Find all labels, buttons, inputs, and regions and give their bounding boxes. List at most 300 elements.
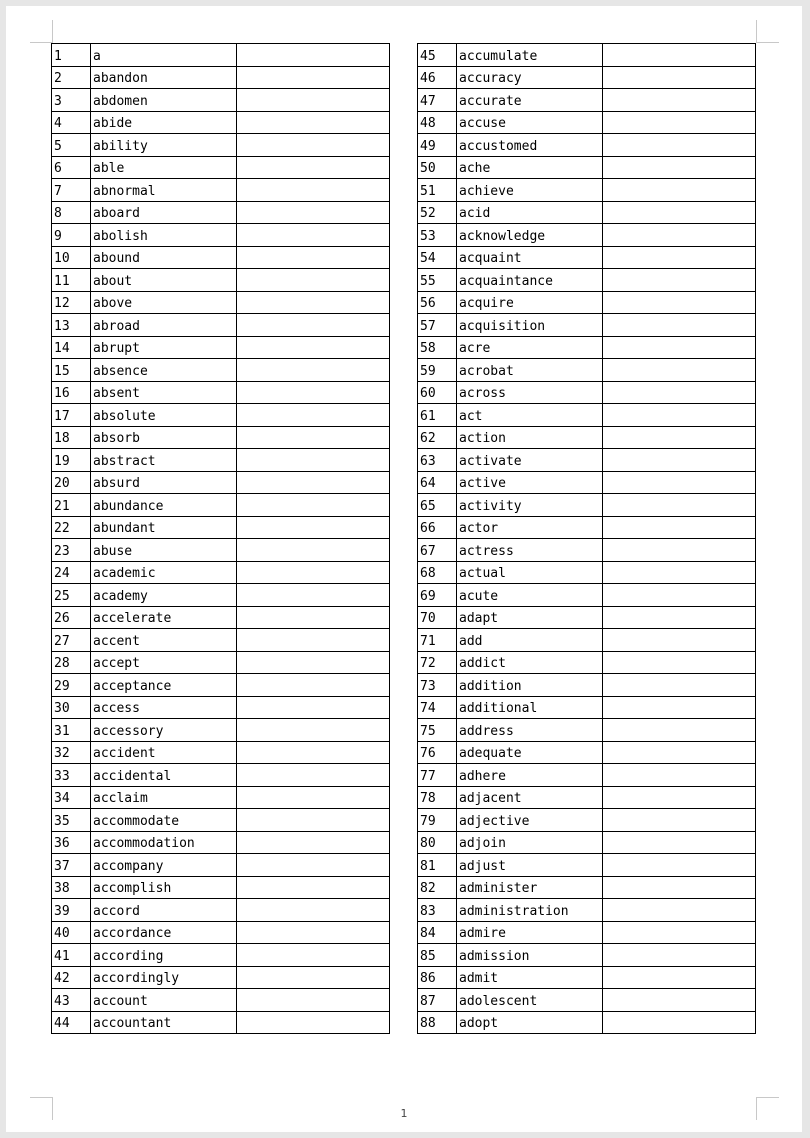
blank-cell: [237, 831, 390, 854]
blank-cell: [237, 719, 390, 742]
blank-cell: [603, 719, 756, 742]
table-row: [52, 719, 390, 742]
vocab-word: above: [91, 291, 237, 314]
row-number: 28: [52, 651, 91, 674]
table-row: [52, 921, 390, 944]
vocab-word: according: [91, 944, 237, 967]
vocab-word: abundant: [91, 516, 237, 539]
row-number: 36: [52, 831, 91, 854]
vocab-word: activity: [457, 494, 603, 517]
table-row: [418, 809, 756, 832]
vocab-word: acclaim: [91, 786, 237, 809]
table-row: [418, 854, 756, 877]
vocab-word: about: [91, 269, 237, 292]
blank-cell: [237, 381, 390, 404]
blank-cell: [603, 921, 756, 944]
crop-mark-top-right: [756, 20, 779, 43]
table-row: [52, 44, 390, 67]
row-number: 75: [418, 719, 457, 742]
vocab-word: absorb: [91, 426, 237, 449]
vocab-word: acceptance: [91, 674, 237, 697]
table-row: [52, 224, 390, 247]
row-number: 15: [52, 359, 91, 382]
blank-cell: [237, 449, 390, 472]
table-row: [52, 359, 390, 382]
blank-cell: [603, 44, 756, 67]
blank-cell: [603, 471, 756, 494]
table-row: [52, 966, 390, 989]
table-row: [52, 314, 390, 337]
vocab-word: actress: [457, 539, 603, 562]
table-row: [418, 404, 756, 427]
row-number: 14: [52, 336, 91, 359]
row-number: 38: [52, 876, 91, 899]
blank-cell: [603, 561, 756, 584]
blank-cell: [237, 201, 390, 224]
table-row: [52, 539, 390, 562]
row-number: 43: [52, 989, 91, 1012]
row-number: 62: [418, 426, 457, 449]
vocab-word: abound: [91, 246, 237, 269]
row-number: 77: [418, 764, 457, 787]
row-number: 79: [418, 809, 457, 832]
row-number: 21: [52, 494, 91, 517]
row-number: 52: [418, 201, 457, 224]
vocab-word: adhere: [457, 764, 603, 787]
table-row: [52, 471, 390, 494]
row-number: 53: [418, 224, 457, 247]
table-row: [52, 651, 390, 674]
vocab-word: administration: [457, 899, 603, 922]
vocab-word: adjacent: [457, 786, 603, 809]
blank-cell: [237, 696, 390, 719]
row-number: 31: [52, 719, 91, 742]
table-row: [418, 179, 756, 202]
document-page: [6, 6, 802, 1132]
table-row: [52, 1011, 390, 1034]
blank-cell: [603, 516, 756, 539]
vocab-word: academic: [91, 561, 237, 584]
blank-cell: [237, 854, 390, 877]
blank-cell: [603, 809, 756, 832]
row-number: 67: [418, 539, 457, 562]
blank-cell: [603, 651, 756, 674]
row-number: 76: [418, 741, 457, 764]
vocab-word: accustomed: [457, 134, 603, 157]
blank-cell: [603, 111, 756, 134]
table-row: [52, 989, 390, 1012]
vocab-word: a: [91, 44, 237, 67]
blank-cell: [237, 944, 390, 967]
blank-cell: [603, 966, 756, 989]
row-number: 60: [418, 381, 457, 404]
blank-cell: [603, 786, 756, 809]
blank-cell: [603, 606, 756, 629]
table-row: [418, 561, 756, 584]
row-number: 45: [418, 44, 457, 67]
blank-cell: [603, 156, 756, 179]
row-number: 35: [52, 809, 91, 832]
row-number: 70: [418, 606, 457, 629]
row-number: 12: [52, 291, 91, 314]
blank-cell: [237, 606, 390, 629]
row-number: 66: [418, 516, 457, 539]
blank-cell: [603, 1011, 756, 1034]
row-number: 80: [418, 831, 457, 854]
table-row: [418, 1011, 756, 1034]
vocab-word: acknowledge: [457, 224, 603, 247]
blank-cell: [603, 404, 756, 427]
vocab-word: active: [457, 471, 603, 494]
blank-cell: [237, 359, 390, 382]
blank-cell: [603, 179, 756, 202]
row-number: 32: [52, 741, 91, 764]
blank-cell: [603, 539, 756, 562]
table-row: [52, 336, 390, 359]
blank-cell: [237, 224, 390, 247]
blank-cell: [237, 516, 390, 539]
row-number: 3: [52, 89, 91, 112]
vocab-word: ache: [457, 156, 603, 179]
row-number: 42: [52, 966, 91, 989]
table-row: [52, 584, 390, 607]
blank-cell: [237, 741, 390, 764]
table-row: [52, 201, 390, 224]
row-number: 83: [418, 899, 457, 922]
row-number: 33: [52, 764, 91, 787]
blank-cell: [237, 246, 390, 269]
table-row: [418, 291, 756, 314]
vocab-word: acute: [457, 584, 603, 607]
vocab-word: accompany: [91, 854, 237, 877]
blank-cell: [237, 921, 390, 944]
table-row: [52, 876, 390, 899]
row-number: 78: [418, 786, 457, 809]
table-row: [418, 494, 756, 517]
row-number: 10: [52, 246, 91, 269]
blank-cell: [237, 989, 390, 1012]
vocab-word: access: [91, 696, 237, 719]
row-number: 74: [418, 696, 457, 719]
row-number: 49: [418, 134, 457, 157]
blank-cell: [237, 1011, 390, 1034]
blank-cell: [603, 831, 756, 854]
blank-cell: [603, 696, 756, 719]
row-number: 87: [418, 989, 457, 1012]
table-row: [418, 651, 756, 674]
vocab-word: abandon: [91, 66, 237, 89]
vocab-word: acid: [457, 201, 603, 224]
table-row: [418, 426, 756, 449]
row-number: 5: [52, 134, 91, 157]
row-number: 84: [418, 921, 457, 944]
table-row: [52, 246, 390, 269]
table-row: [52, 449, 390, 472]
vocab-word: adapt: [457, 606, 603, 629]
row-number: 7: [52, 179, 91, 202]
blank-cell: [603, 449, 756, 472]
vocab-word: admit: [457, 966, 603, 989]
vocab-word: absence: [91, 359, 237, 382]
table-row: [52, 426, 390, 449]
vocab-word: address: [457, 719, 603, 742]
vocab-word: accessory: [91, 719, 237, 742]
blank-cell: [237, 494, 390, 517]
vocab-word: actor: [457, 516, 603, 539]
vocab-word: accordance: [91, 921, 237, 944]
row-number: 72: [418, 651, 457, 674]
table-row: [52, 291, 390, 314]
blank-cell: [603, 944, 756, 967]
table-row: [52, 111, 390, 134]
vocab-word: absent: [91, 381, 237, 404]
vocab-word: abnormal: [91, 179, 237, 202]
table-row: [418, 89, 756, 112]
blank-cell: [237, 651, 390, 674]
blank-cell: [237, 426, 390, 449]
table-row: [52, 179, 390, 202]
row-number: 44: [52, 1011, 91, 1034]
table-row: [418, 584, 756, 607]
vocab-word: adjoin: [457, 831, 603, 854]
blank-cell: [237, 471, 390, 494]
blank-cell: [603, 989, 756, 1012]
vocab-word: achieve: [457, 179, 603, 202]
vocab-word: accomplish: [91, 876, 237, 899]
table-row: [52, 494, 390, 517]
blank-cell: [603, 269, 756, 292]
blank-cell: [237, 291, 390, 314]
blank-cell: [237, 66, 390, 89]
table-row: [418, 134, 756, 157]
row-number: 39: [52, 899, 91, 922]
blank-cell: [603, 764, 756, 787]
vocab-word: acrobat: [457, 359, 603, 382]
vocab-word: absurd: [91, 471, 237, 494]
table-row: [418, 314, 756, 337]
table-row: [418, 246, 756, 269]
table-row: [418, 66, 756, 89]
blank-cell: [237, 314, 390, 337]
vocab-word: acre: [457, 336, 603, 359]
row-number: 25: [52, 584, 91, 607]
blank-cell: [603, 674, 756, 697]
table-row: [418, 989, 756, 1012]
row-number: 23: [52, 539, 91, 562]
vocab-word: administer: [457, 876, 603, 899]
table-row: [52, 134, 390, 157]
blank-cell: [237, 539, 390, 562]
blank-cell: [237, 134, 390, 157]
table-row: [418, 471, 756, 494]
row-number: 85: [418, 944, 457, 967]
vocab-word: accent: [91, 629, 237, 652]
table-row: [418, 764, 756, 787]
vocab-table-left: [51, 43, 390, 1034]
table-row: [418, 539, 756, 562]
row-number: 47: [418, 89, 457, 112]
table-row: [418, 674, 756, 697]
table-row: [52, 89, 390, 112]
blank-cell: [237, 156, 390, 179]
vocab-word: abuse: [91, 539, 237, 562]
row-number: 56: [418, 291, 457, 314]
table-row: [52, 269, 390, 292]
table-row: [418, 606, 756, 629]
row-number: 6: [52, 156, 91, 179]
vocab-word: accelerate: [91, 606, 237, 629]
vocab-word: abstract: [91, 449, 237, 472]
table-row: [418, 336, 756, 359]
table-row: [52, 764, 390, 787]
table-row: [418, 44, 756, 67]
table-row: [418, 201, 756, 224]
table-row: [418, 269, 756, 292]
blank-cell: [603, 854, 756, 877]
table-row: [52, 741, 390, 764]
blank-cell: [237, 809, 390, 832]
table-row: [52, 786, 390, 809]
vocab-word: accident: [91, 741, 237, 764]
table-row: [52, 561, 390, 584]
vocab-word: accommodation: [91, 831, 237, 854]
vocab-word: addict: [457, 651, 603, 674]
vocab-word: add: [457, 629, 603, 652]
vocab-word: accurate: [457, 89, 603, 112]
row-number: 41: [52, 944, 91, 967]
row-number: 51: [418, 179, 457, 202]
table-row: [52, 404, 390, 427]
vocab-word: additional: [457, 696, 603, 719]
vocab-word: accept: [91, 651, 237, 674]
vocab-word: adequate: [457, 741, 603, 764]
table-row: [52, 899, 390, 922]
vocab-word: across: [457, 381, 603, 404]
table-row: [418, 696, 756, 719]
row-number: 81: [418, 854, 457, 877]
blank-cell: [237, 629, 390, 652]
blank-cell: [237, 966, 390, 989]
blank-cell: [237, 584, 390, 607]
vocab-word: actual: [457, 561, 603, 584]
row-number: 88: [418, 1011, 457, 1034]
row-number: 9: [52, 224, 91, 247]
blank-cell: [603, 246, 756, 269]
table-row: [52, 809, 390, 832]
table-row: [418, 156, 756, 179]
row-number: 73: [418, 674, 457, 697]
blank-cell: [603, 584, 756, 607]
vocab-word: acquaintance: [457, 269, 603, 292]
blank-cell: [603, 314, 756, 337]
row-number: 34: [52, 786, 91, 809]
row-number: 11: [52, 269, 91, 292]
blank-cell: [603, 66, 756, 89]
blank-cell: [603, 224, 756, 247]
table-row: [418, 899, 756, 922]
table-row: [52, 696, 390, 719]
vocab-word: accordingly: [91, 966, 237, 989]
vocab-word: accountant: [91, 1011, 237, 1034]
blank-cell: [237, 786, 390, 809]
row-number: 68: [418, 561, 457, 584]
table-row: [418, 359, 756, 382]
table-row: [418, 741, 756, 764]
vocab-word: academy: [91, 584, 237, 607]
row-number: 58: [418, 336, 457, 359]
vocab-word: acquaint: [457, 246, 603, 269]
table-row: [52, 831, 390, 854]
row-number: 20: [52, 471, 91, 494]
table-row: [52, 674, 390, 697]
vocab-word: adolescent: [457, 989, 603, 1012]
row-number: 65: [418, 494, 457, 517]
blank-cell: [237, 111, 390, 134]
vocab-word: abolish: [91, 224, 237, 247]
table-row: [418, 831, 756, 854]
row-number: 19: [52, 449, 91, 472]
row-number: 61: [418, 404, 457, 427]
table-row: [418, 944, 756, 967]
blank-cell: [237, 764, 390, 787]
blank-cell: [603, 741, 756, 764]
vocab-word: accommodate: [91, 809, 237, 832]
row-number: 18: [52, 426, 91, 449]
table-row: [52, 854, 390, 877]
blank-cell: [603, 629, 756, 652]
row-number: 1: [52, 44, 91, 67]
blank-cell: [603, 89, 756, 112]
row-number: 16: [52, 381, 91, 404]
vocab-word: absolute: [91, 404, 237, 427]
blank-cell: [603, 134, 756, 157]
blank-cell: [603, 899, 756, 922]
vocab-word: adopt: [457, 1011, 603, 1034]
row-number: 55: [418, 269, 457, 292]
blank-cell: [603, 494, 756, 517]
vocab-word: abroad: [91, 314, 237, 337]
table-row: [418, 381, 756, 404]
row-number: 37: [52, 854, 91, 877]
crop-mark-top-left: [30, 20, 53, 43]
vocab-word: accuracy: [457, 66, 603, 89]
table-row: [418, 921, 756, 944]
table-row: [52, 629, 390, 652]
table-row: [418, 516, 756, 539]
row-number: 40: [52, 921, 91, 944]
vocab-word: accord: [91, 899, 237, 922]
vocab-word: admission: [457, 944, 603, 967]
vocab-word: accuse: [457, 111, 603, 134]
table-row: [418, 449, 756, 472]
table-row: [418, 786, 756, 809]
vocab-word: account: [91, 989, 237, 1012]
vocab-word: activate: [457, 449, 603, 472]
vocab-word: acquisition: [457, 314, 603, 337]
blank-cell: [603, 291, 756, 314]
row-number: 29: [52, 674, 91, 697]
blank-cell: [603, 876, 756, 899]
blank-cell: [237, 44, 390, 67]
blank-cell: [603, 381, 756, 404]
row-number: 2: [52, 66, 91, 89]
vocab-word: accumulate: [457, 44, 603, 67]
row-number: 63: [418, 449, 457, 472]
row-number: 54: [418, 246, 457, 269]
blank-cell: [603, 359, 756, 382]
row-number: 50: [418, 156, 457, 179]
vocab-word: addition: [457, 674, 603, 697]
